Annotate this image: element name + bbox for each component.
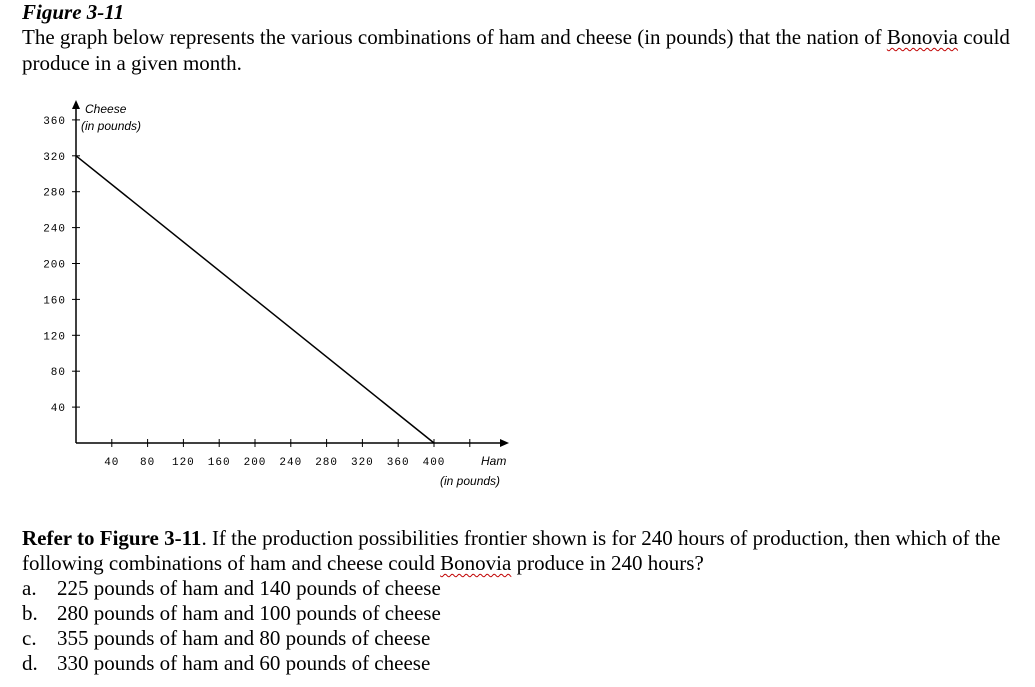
option-text: 330 pounds of ham and 60 pounds of cheese xyxy=(57,651,431,675)
question xyxy=(22,526,1012,576)
answer-option-d[interactable] xyxy=(22,651,441,676)
y-tick-label: 320 xyxy=(43,151,66,164)
intro-text-2: could produce in a given month. xyxy=(22,25,1010,75)
y-tick-label: 160 xyxy=(43,295,66,308)
y-tick-label: 80 xyxy=(50,367,66,380)
x-axis-label-line2: (in pounds) xyxy=(440,474,501,488)
x-tick-label: 280 xyxy=(315,457,339,469)
intro-text-1: The graph below represents the various combinations of ham and cheese (in pounds) that the nation of xyxy=(22,25,887,49)
option-letter: c. xyxy=(22,626,37,650)
chart-series xyxy=(76,156,434,443)
y-tick-label: 200 xyxy=(43,259,66,272)
question-text-2: produce in 240 hours? xyxy=(511,551,704,575)
y-axis-arrow xyxy=(72,100,80,109)
y-tick-label: 240 xyxy=(43,223,66,236)
option-letter: b. xyxy=(22,601,38,625)
question-ref: Refer to Figure 3-11 xyxy=(22,526,202,550)
question-country: Bonovia xyxy=(440,551,512,575)
option-text: 355 pounds of ham and 80 pounds of cheese xyxy=(57,626,431,650)
x-tick-label: 320 xyxy=(350,457,374,469)
question-text-1: . If the production possibilities frontier shown is for 240 hours of production, then which of the following combinations of ham and cheese could xyxy=(22,526,1001,575)
option-text: 280 pounds of ham and 100 pounds of cheese xyxy=(57,601,441,625)
chart-axes xyxy=(72,100,509,447)
ppf-line xyxy=(76,156,434,443)
y-axis-label-line2: (in pounds) xyxy=(81,119,142,133)
x-tick-label: 240 xyxy=(279,457,303,469)
x-tick-label: 400 xyxy=(422,457,446,469)
option-letter: d. xyxy=(22,651,38,675)
answer-option-b[interactable] xyxy=(22,601,441,626)
answer-option-a[interactable] xyxy=(22,576,441,601)
x-axis-arrow xyxy=(500,439,509,447)
x-tick-label: 120 xyxy=(171,457,195,469)
option-text: 225 pounds of ham and 140 pounds of cheese xyxy=(57,576,441,600)
x-tick-label: 80 xyxy=(139,457,156,469)
intro-country: Bonovia xyxy=(886,25,959,49)
answer-options xyxy=(22,576,441,676)
y-tick-label: 120 xyxy=(43,331,66,344)
x-tick-label: 200 xyxy=(243,457,267,469)
y-tick-label: 360 xyxy=(43,115,66,128)
x-axis-label-line1: Ham xyxy=(481,454,507,468)
figure-title: Figure 3-11 xyxy=(22,0,125,24)
answer-option-c[interactable] xyxy=(22,626,441,651)
y-axis-label-line1: Cheese xyxy=(85,102,127,116)
y-tick-label: 280 xyxy=(43,187,66,200)
x-tick-label: 360 xyxy=(386,457,410,469)
x-tick-label: 160 xyxy=(207,457,231,469)
y-tick-label: 40 xyxy=(50,403,66,416)
option-letter: a. xyxy=(22,576,37,600)
chart-ticks xyxy=(43,116,470,469)
x-tick-label: 40 xyxy=(104,457,120,469)
